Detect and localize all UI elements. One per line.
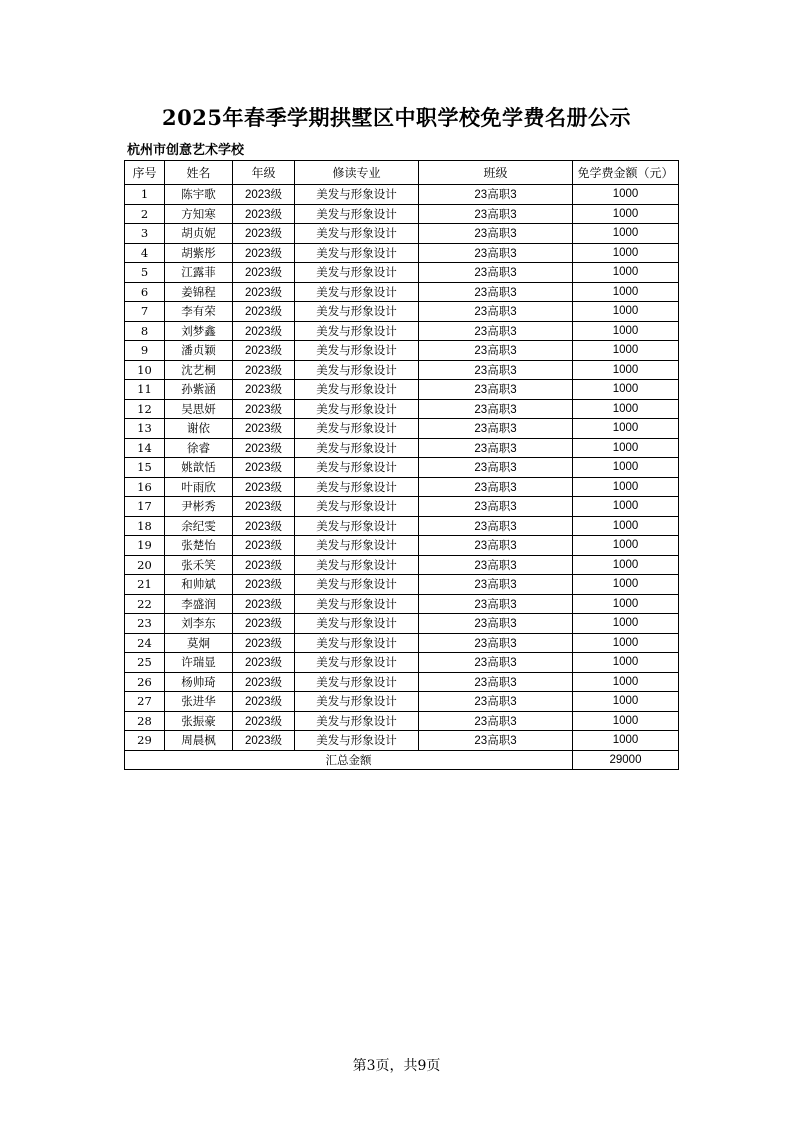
amount: 1000: [573, 360, 679, 380]
row-index: 13: [125, 419, 165, 439]
class-name: 23高职3: [419, 380, 573, 400]
major: 美发与形象设计: [295, 672, 419, 692]
class-name: 23高职3: [419, 711, 573, 731]
student-name: 周晨枫: [165, 731, 233, 751]
header-major: 修读专业: [295, 161, 419, 185]
grade: 2023级: [233, 477, 295, 497]
student-name: 叶雨欣: [165, 477, 233, 497]
grade: 2023级: [233, 497, 295, 517]
row-index: 24: [125, 633, 165, 653]
table-row: [125, 711, 679, 731]
major: 美发与形象设计: [295, 633, 419, 653]
class-name: 23高职3: [419, 536, 573, 556]
amount: 1000: [573, 477, 679, 497]
table-row: [125, 399, 679, 419]
student-name: 徐睿: [165, 438, 233, 458]
student-name: 和帅斌: [165, 575, 233, 595]
amount: 1000: [573, 380, 679, 400]
major: 美发与形象设计: [295, 497, 419, 517]
major: 美发与形象设计: [295, 204, 419, 224]
major: 美发与形象设计: [295, 614, 419, 634]
total-label: 汇总金额: [125, 750, 573, 770]
row-index: 2: [125, 204, 165, 224]
table-row: [125, 575, 679, 595]
grade: 2023级: [233, 380, 295, 400]
row-index: 25: [125, 653, 165, 673]
amount: 1000: [573, 575, 679, 595]
grade: 2023级: [233, 594, 295, 614]
header-index: 序号: [125, 161, 165, 185]
major: 美发与形象设计: [295, 516, 419, 536]
amount: 1000: [573, 536, 679, 556]
major: 美发与形象设计: [295, 653, 419, 673]
table-row: [125, 633, 679, 653]
grade: 2023级: [233, 360, 295, 380]
grade: 2023级: [233, 614, 295, 634]
table-row: [125, 380, 679, 400]
major: 美发与形象设计: [295, 419, 419, 439]
grade: 2023级: [233, 321, 295, 341]
class-name: 23高职3: [419, 672, 573, 692]
major: 美发与形象设计: [295, 243, 419, 263]
major: 美发与形象设计: [295, 321, 419, 341]
major: 美发与形象设计: [295, 341, 419, 361]
student-name: 孙紫涵: [165, 380, 233, 400]
student-name: 姚歆恬: [165, 458, 233, 478]
grade: 2023级: [233, 438, 295, 458]
grade: 2023级: [233, 653, 295, 673]
row-index: 17: [125, 497, 165, 517]
table-row: [125, 614, 679, 634]
student-name: 李有荣: [165, 302, 233, 322]
grade: 2023级: [233, 204, 295, 224]
student-name: 胡贞妮: [165, 224, 233, 244]
major: 美发与形象设计: [295, 224, 419, 244]
table-row: [125, 341, 679, 361]
major: 美发与形象设计: [295, 692, 419, 712]
class-name: 23高职3: [419, 594, 573, 614]
student-name: 刘梦鑫: [165, 321, 233, 341]
class-name: 23高职3: [419, 438, 573, 458]
table-row: [125, 243, 679, 263]
row-index: 19: [125, 536, 165, 556]
grade: 2023级: [233, 419, 295, 439]
row-index: 23: [125, 614, 165, 634]
class-name: 23高职3: [419, 653, 573, 673]
table-row: [125, 302, 679, 322]
grade: 2023级: [233, 341, 295, 361]
student-name: 胡紫彤: [165, 243, 233, 263]
table-row: [125, 204, 679, 224]
table-row: [125, 458, 679, 478]
grade: 2023级: [233, 516, 295, 536]
student-name: 方知寒: [165, 204, 233, 224]
class-name: 23高职3: [419, 614, 573, 634]
grade: 2023级: [233, 282, 295, 302]
amount: 1000: [573, 399, 679, 419]
grade: 2023级: [233, 692, 295, 712]
row-index: 14: [125, 438, 165, 458]
row-index: 27: [125, 692, 165, 712]
grade: 2023级: [233, 399, 295, 419]
table-row: [125, 692, 679, 712]
class-name: 23高职3: [419, 263, 573, 283]
header-class: 班级: [419, 161, 573, 185]
header-name: 姓名: [165, 161, 233, 185]
grade: 2023级: [233, 555, 295, 575]
amount: 1000: [573, 302, 679, 322]
class-name: 23高职3: [419, 419, 573, 439]
row-index: 28: [125, 711, 165, 731]
total-value: 29000: [573, 750, 679, 770]
major: 美发与形象设计: [295, 711, 419, 731]
row-index: 6: [125, 282, 165, 302]
major: 美发与形象设计: [295, 555, 419, 575]
amount: 1000: [573, 555, 679, 575]
class-name: 23高职3: [419, 497, 573, 517]
table-row: [125, 594, 679, 614]
class-name: 23高职3: [419, 204, 573, 224]
amount: 1000: [573, 594, 679, 614]
tuition-exemption-table: [124, 160, 679, 770]
grade: 2023级: [233, 711, 295, 731]
grade: 2023级: [233, 633, 295, 653]
amount: 1000: [573, 458, 679, 478]
table-header-row: [125, 161, 679, 185]
student-name: 姜锦程: [165, 282, 233, 302]
amount: 1000: [573, 653, 679, 673]
row-index: 22: [125, 594, 165, 614]
grade: 2023级: [233, 185, 295, 205]
grade: 2023级: [233, 731, 295, 751]
table-row: [125, 282, 679, 302]
amount: 1000: [573, 321, 679, 341]
grade: 2023级: [233, 302, 295, 322]
major: 美发与形象设计: [295, 477, 419, 497]
row-index: 16: [125, 477, 165, 497]
class-name: 23高职3: [419, 321, 573, 341]
class-name: 23高职3: [419, 575, 573, 595]
class-name: 23高职3: [419, 633, 573, 653]
class-name: 23高职3: [419, 555, 573, 575]
student-name: 张进华: [165, 692, 233, 712]
major: 美发与形象设计: [295, 536, 419, 556]
student-name: 潘贞颖: [165, 341, 233, 361]
grade: 2023级: [233, 672, 295, 692]
table-row: [125, 516, 679, 536]
amount: 1000: [573, 497, 679, 517]
row-index: 29: [125, 731, 165, 751]
table-row: [125, 653, 679, 673]
row-index: 26: [125, 672, 165, 692]
student-name: 张振豪: [165, 711, 233, 731]
row-index: 3: [125, 224, 165, 244]
table-row: [125, 224, 679, 244]
grade: 2023级: [233, 243, 295, 263]
major: 美发与形象设计: [295, 575, 419, 595]
grade: 2023级: [233, 263, 295, 283]
amount: 1000: [573, 282, 679, 302]
amount: 1000: [573, 614, 679, 634]
class-name: 23高职3: [419, 302, 573, 322]
major: 美发与形象设计: [295, 731, 419, 751]
major: 美发与形象设计: [295, 380, 419, 400]
class-name: 23高职3: [419, 692, 573, 712]
student-name: 张禾笑: [165, 555, 233, 575]
table-row: [125, 321, 679, 341]
table-row: [125, 497, 679, 517]
student-name: 尹彬秀: [165, 497, 233, 517]
student-name: 杨帅琦: [165, 672, 233, 692]
amount: 1000: [573, 243, 679, 263]
student-name: 余纪雯: [165, 516, 233, 536]
grade: 2023级: [233, 224, 295, 244]
class-name: 23高职3: [419, 477, 573, 497]
amount: 1000: [573, 711, 679, 731]
grade: 2023级: [233, 575, 295, 595]
row-index: 4: [125, 243, 165, 263]
student-name: 李盛润: [165, 594, 233, 614]
major: 美发与形象设计: [295, 282, 419, 302]
table-row: [125, 555, 679, 575]
amount: 1000: [573, 185, 679, 205]
major: 美发与形象设计: [295, 360, 419, 380]
student-name: 许瑞显: [165, 653, 233, 673]
class-name: 23高职3: [419, 224, 573, 244]
class-name: 23高职3: [419, 360, 573, 380]
table-row: [125, 477, 679, 497]
row-index: 8: [125, 321, 165, 341]
amount: 1000: [573, 204, 679, 224]
row-index: 11: [125, 380, 165, 400]
table-row: [125, 360, 679, 380]
amount: 1000: [573, 731, 679, 751]
student-name: 沈艺桐: [165, 360, 233, 380]
table-row: [125, 731, 679, 751]
student-name: 陈宇歌: [165, 185, 233, 205]
student-name: 莫炯: [165, 633, 233, 653]
row-index: 10: [125, 360, 165, 380]
row-index: 15: [125, 458, 165, 478]
student-name: 刘李东: [165, 614, 233, 634]
row-index: 18: [125, 516, 165, 536]
class-name: 23高职3: [419, 516, 573, 536]
table-row: [125, 672, 679, 692]
row-index: 12: [125, 399, 165, 419]
major: 美发与形象设计: [295, 302, 419, 322]
amount: 1000: [573, 516, 679, 536]
class-name: 23高职3: [419, 243, 573, 263]
class-name: 23高职3: [419, 185, 573, 205]
table-row: [125, 185, 679, 205]
amount: 1000: [573, 341, 679, 361]
table-row: [125, 263, 679, 283]
class-name: 23高职3: [419, 399, 573, 419]
student-name: 谢依: [165, 419, 233, 439]
grade: 2023级: [233, 536, 295, 556]
major: 美发与形象设计: [295, 438, 419, 458]
row-index: 5: [125, 263, 165, 283]
major: 美发与形象设计: [295, 458, 419, 478]
amount: 1000: [573, 224, 679, 244]
row-index: 20: [125, 555, 165, 575]
amount: 1000: [573, 672, 679, 692]
school-name: 杭州市创意艺术学校: [127, 143, 245, 158]
student-name: 江露菲: [165, 263, 233, 283]
class-name: 23高职3: [419, 731, 573, 751]
amount: 1000: [573, 692, 679, 712]
row-index: 9: [125, 341, 165, 361]
class-name: 23高职3: [419, 282, 573, 302]
page-title: 2025年春季学期拱墅区中职学校免学费名册公示: [162, 105, 631, 130]
amount: 1000: [573, 438, 679, 458]
student-name: 吴思妍: [165, 399, 233, 419]
table-body: [125, 185, 679, 751]
class-name: 23高职3: [419, 341, 573, 361]
row-index: 7: [125, 302, 165, 322]
class-name: 23高职3: [419, 458, 573, 478]
amount: 1000: [573, 633, 679, 653]
header-grade: 年级: [233, 161, 295, 185]
grade: 2023级: [233, 458, 295, 478]
table-row: [125, 419, 679, 439]
total-row: [125, 750, 679, 770]
header-amount: 免学费金额（元）: [573, 161, 679, 185]
major: 美发与形象设计: [295, 399, 419, 419]
table-row: [125, 536, 679, 556]
row-index: 21: [125, 575, 165, 595]
major: 美发与形象设计: [295, 594, 419, 614]
amount: 1000: [573, 419, 679, 439]
student-name: 张楚怡: [165, 536, 233, 556]
page-footer: 第3页，共9页: [352, 1058, 441, 1074]
amount: 1000: [573, 263, 679, 283]
row-index: 1: [125, 185, 165, 205]
major: 美发与形象设计: [295, 263, 419, 283]
table-row: [125, 438, 679, 458]
major: 美发与形象设计: [295, 185, 419, 205]
